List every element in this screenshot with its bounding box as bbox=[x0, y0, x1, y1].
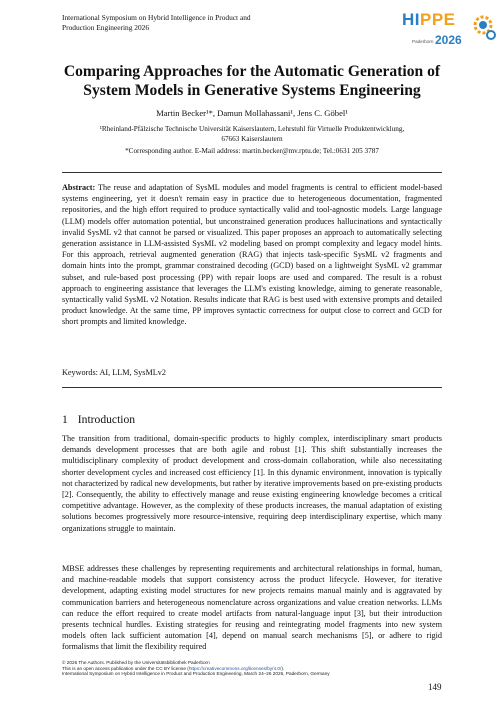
abstract-label: Abstract: bbox=[62, 183, 96, 192]
page-number: 149 bbox=[428, 682, 442, 692]
paper-title bbox=[40, 62, 464, 100]
header-line-2: Production Engineering 2026 bbox=[62, 23, 150, 32]
logo-wordmark: HIPPE bbox=[402, 10, 456, 29]
gear-icon bbox=[470, 11, 496, 41]
affiliation-line-2: 67663 Kaiserslautern bbox=[221, 134, 283, 143]
abstract-text: The reuse and adaptation of SysML modules and model fragments is central to efficient model-based systems engineering, yet it doesn't remain easy in practice due to heterogeneous documentation, fragmented repositories, and the high effort required to produce syntactically valid and tool-agnostic models. Large language (LLM) models offer automation potential, but unconstrained generation produces hallucinations and syntactically invalid SysML v2 that cannot be parsed or visualized. This paper proposes an approach to automatically selecting generation assistance in LLM-assisted SysML v2 modeling based on prompt complexity and legacy model hints. For this approach, retrieval augmented generation (RAG) that injects task-specific SysML v2 fragments and domain hints into the prompt, grammar constrained decoding (GCD) based on a lightweight SysML v2 grammar subset, and rule-based post processing (PP) with repair loops are used and compared. The result is a robust approach to engineering assistance that leverages the LLM's existing knowledge, aiming to generate reasonable, syntactically valid SysML v2 Notation. Results indicate that RAG is best used with extensive prompts and detailed product knowledge. At the same time, PP improves syntactic correctness for output close to correct and GCD for short prompts and limited knowledge. bbox=[62, 183, 442, 327]
section-title: Introduction bbox=[77, 413, 136, 426]
license-footer bbox=[62, 660, 442, 677]
running-header bbox=[62, 13, 362, 33]
abstract-top-rule bbox=[62, 172, 442, 173]
author-list: Martin Becker¹*, Damun Mollahassani¹, Jens C. Göbel¹ bbox=[156, 108, 348, 118]
header-line-1: International Symposium on Hybrid Intelligence in Product and bbox=[62, 13, 251, 22]
conference-logo bbox=[400, 8, 498, 50]
keywords: Keywords: AI, LLM, SysMLv2 bbox=[62, 368, 166, 377]
corresponding-author: *Corresponding author. E-Mail address: martin.becker@mv.rptu.de; Tel.:0631 205 3787 bbox=[125, 147, 379, 155]
footer-conference: International Symposium on Hybrid Intelligence in Product and Production Engineering, March 24–26 2026, Paderborn, Germany bbox=[62, 671, 330, 677]
license-link[interactable]: https://creativecommons.org/licenses/by/4.0/ bbox=[188, 665, 282, 671]
footer-license-end: ). bbox=[281, 665, 285, 671]
abstract bbox=[62, 182, 442, 328]
paragraph: The transition from traditional, domain-specific products to highly complex, interdisciplinary smart products demands development processes that are both agile and robust [1]. This shift substantially increases the multidisciplinary complexity of product development and cross-domain collaboration, while also necessitating shorter development cycles and increased cost efficiency [1]. In this dynamic environment, innovation is typically not characterized by radical new developments, but rather by iterative improvements based on pre-existing products [2]. Consequently, the ability to effectively manage and reuse existing engineering knowledge becomes a critical competitive advantage. However, as the complexity of these products increases, the manual adaptation of existing solutions becomes progressively more resource-intensive, requiring deep interdisciplinary expertise, which many organizations struggle to maintain. bbox=[62, 434, 442, 533]
paragraph: MBSE addresses these challenges by representing requirements and architectural relationships in formal, human, and machine-readable models that support consistency across the product lifecycle. However, for iterative development, adapting existing model structures for new projects remains manual mainly and is aggravated by communication barriers and heterogeneous nomenclature across organizations and value creation networks. LLMs can reduce the effort required to create model artifacts from natural-language input [3], but their introduction presents technical hurdles. Existing strategies for reusing and reintegrating model fragments into new system models often lack sufficient automation [4], depend on manual search mechanisms [5], or adhere to rigid formalisms that limit the flexibility required bbox=[62, 564, 442, 652]
logo-subtitle: Paderborn bbox=[412, 39, 434, 44]
affiliation bbox=[60, 125, 444, 144]
affiliation-line-1: ¹Rheinland-Pfälzische Technische Universität Kaiserslautern, Lehrstuhl für Virtuelle Produktentwicklung, bbox=[99, 125, 405, 133]
abstract-bottom-rule bbox=[62, 387, 442, 388]
section-number: 1 bbox=[62, 413, 68, 426]
title-line-2: System Models in Generative Systems Engineering bbox=[83, 82, 421, 99]
logo-year: 2026 bbox=[435, 33, 462, 47]
title-line-1: Comparing Approaches for the Automatic Generation of bbox=[63, 63, 441, 80]
footer-license-text: This is an open access publication under the CC BY license ( bbox=[62, 665, 189, 671]
section-heading bbox=[62, 413, 135, 426]
footer-copyright: © 2026 The Authors. Published by the Universitätsbibliothek Paderborn bbox=[62, 660, 210, 665]
